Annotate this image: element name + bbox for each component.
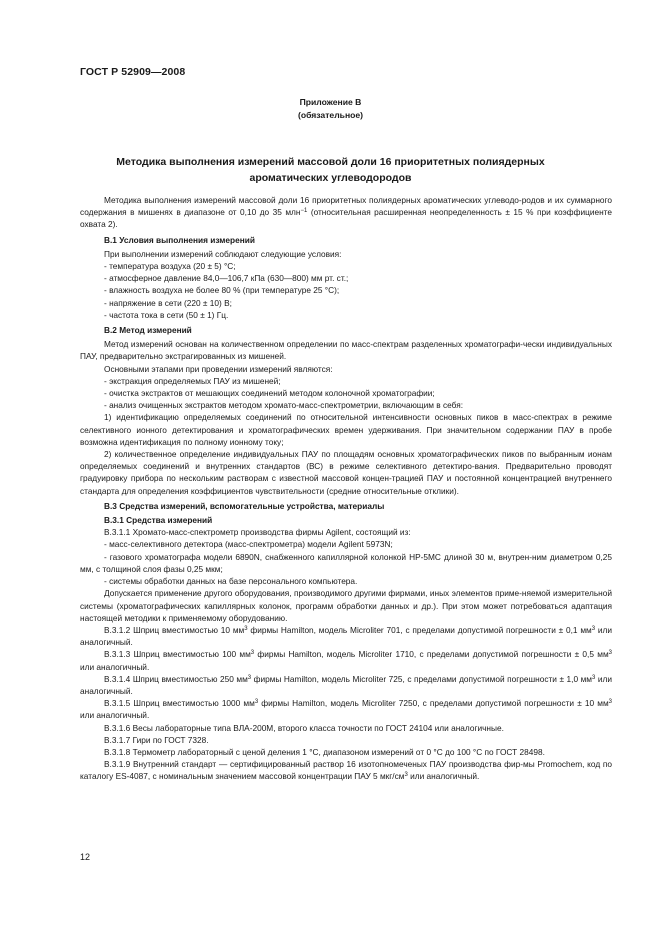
b1-lead: При выполнении измерений соблюдают следующие условия: [104, 248, 342, 259]
list-item: - влажность воздуха не более 80 % (при температуре 25 °С); [104, 285, 340, 296]
b311-paragraph: В.3.1.1 Хромато-масс-спектрометр производства фирмы Agilent, состоящий из: [104, 527, 411, 538]
list-item: - анализ очищенных экстрактов методом хромато-масс-спектрометрии, включающим в себя: [104, 400, 464, 411]
section-b2-heading: В.2 Метод измерений [104, 325, 192, 336]
b313-paragraph: В.3.1.3 Шприц вместимостью 100 $мм^3$ фирмы Hamilton, модель Microliter 1710, с пределами допустимой погрешности ± 0,5 $мм^3$ или аналогичный. [80, 649, 613, 672]
numbered-item: 1) идентификацию определяемых соединений по относительной интенсивности основных пиков в масс-спектрах в режиме селективного ионного детектирования и хроматографических времен удерживания. При значительном содержании ПАУ в пробе возможна идентификация по полному ионному току; [80, 412, 612, 447]
subsection-b31-heading: В.3.1 Средства измерений [104, 515, 213, 526]
intro-paragraph: Методика выполнения измерений массовой доли 16 приоритетных полиядерных ароматических углеводо-родов и их суммарного содержания в мишенях в диапазоне от 0,10 до 35 млн$^{-1}$ (относительная расширенная неопределенность ± 15 % при коэффициенте охвата 2). [80, 195, 612, 230]
b318-paragraph: В.3.1.8 Термометр лабораторный с ценой деления 1 °С, диапазоном измерений от 0 °С до 100 °С по ГОСТ 28498. [104, 746, 545, 757]
equipment-note: Допускается применение другого оборудования, производимого другими фирмами, иных элементов приме-няемой измерительной системы (хроматографических капиллярных колонок, программ обработки данных и др.). При этом может потребоваться адаптация настоящей методики к применяемому оборудованию. [80, 588, 612, 623]
standard-code-header: ГОСТ Р 52909—2008 [80, 66, 186, 78]
b317-paragraph: В.3.1.7 Гири по ГОСТ 7328. [104, 734, 209, 745]
section-b3-heading: В.3 Средства измерений, вспомогательные устройства, материалы [104, 500, 385, 511]
annex-title: Приложение В [299, 97, 362, 107]
list-item: - системы обработки данных на базе персонального компьютера. [104, 576, 358, 587]
b316-paragraph: В.3.1.6 Весы лабораторные типа ВЛА-200М, второго класса точности по ГОСТ 24104 или аналогичные. [104, 722, 504, 733]
b2-paragraph: Основными этапами при проведении измерений являются: [104, 363, 333, 374]
numbered-item: 2) количественное определение индивидуальных ПАУ по площадям основных хроматографических пиков по выбранным ионам определяемых соединений и внутренних стандартов (ВС) в режиме селективного детектиро-вания. Предварительно проводят градуировку прибора по нескольким растворам с известной массовой концен-трацией ПАУ и постоянной концентрацией внутреннего стандарта для определения коэффициентов чувствительности (средние относительные отклики). [80, 449, 612, 496]
list-item: - экстракция определяемых ПАУ из мишеней; [104, 375, 281, 386]
list-item: - очистка экстрактов от мешающих соединений методом колоночной хроматографии; [104, 388, 435, 399]
list-item: - атмосферное давление 84,0—106,7 кПа (630—800) мм рт. ст.; [104, 273, 349, 284]
document-title: Методика выполнения измерений массовой доли 16 приоритетных полиядерных ароматических углеводородов [116, 156, 545, 184]
list-item: - масс-селективного детектора (масс-спектрометра) модели Agilent 5973N; [104, 539, 393, 550]
b314-paragraph: В.3.1.4 Шприц вместимостью 250 $мм^3$ фирмы Hamilton, модель Microliter 725, с пределами допустимой погрешности ± 1,0 $мм^3$ или аналогичный. [80, 673, 612, 696]
annex-status: (обязательное) [297, 110, 364, 120]
b315-paragraph: В.3.1.5 Шприц вместимостью 1000 $мм^3$ фирмы Hamilton, модель Microliter 7250, с пределами допустимой погрешности ± 10 $мм^3$ или аналогичный. [80, 698, 612, 721]
b2-paragraph: Метод измерений основан на количественном определении по масс-спектрам разделенных хроматографи-чески индивидуальных ПАУ, предварительно экстрагированных из мишеней. [80, 339, 612, 362]
list-item: - напряжение в сети (220 ± 10) В; [104, 297, 232, 308]
section-b1-heading: В.1 Условия выполнения измерений [104, 234, 255, 245]
list-item: - температура воздуха (20 ± 5) °С; [104, 261, 236, 272]
b319-paragraph: В.3.1.9 Внутренний стандарт — сертифицированный раствор 16 изотопномеченых ПАУ производства фир-мы Promochem, код по каталогу ES-4087, с номинальным значением массовой концентрации ПАУ 5 мкг/$см^3$ или аналогичный. [80, 759, 612, 782]
list-item: - газового хроматографа модели 6890N, снабженного капиллярной колонкой HP-5MC длиной 30 м, внутрен-ним диаметром 0,25 мм, с толщиной слоя фазы 0,25 мкм; [80, 551, 612, 574]
page-number: 12 [80, 852, 91, 862]
b312-paragraph: В.3.1.2 Шприц вместимостью 10 $мм^3$ фирмы Hamilton, модель Microliter 701, с пределами допустимой погрешности ± 0,1 $мм^3$ или аналогичный. [80, 624, 612, 648]
document-body [80, 194, 612, 783]
list-item: - частота тока в сети (50 ± 1) Гц. [104, 309, 229, 320]
